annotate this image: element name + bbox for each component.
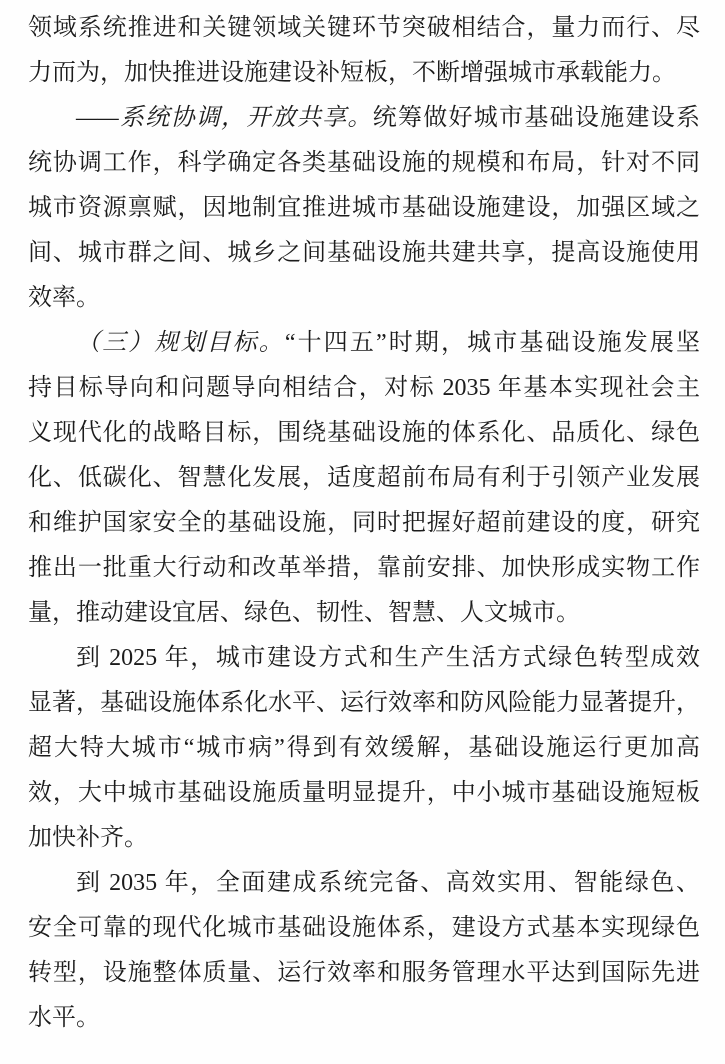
kaiti-lead-in: ——系统协调，开放共享。 — [76, 105, 373, 131]
line-text: 超大特大城市“城市病”得到有效缓解，基础设施运行更加高 — [28, 735, 700, 761]
line-text: 水平。 — [28, 1005, 100, 1031]
line-text: 统协调工作，科学确定各类基础设施的规模和布局，针对不同 — [28, 150, 700, 176]
line-text: 到 2025 年，城市建设方式和生产生活方式绿色转型成效 — [76, 645, 700, 671]
text-line — [28, 636, 700, 681]
text-line — [28, 996, 700, 1041]
text-line — [28, 546, 700, 591]
text-line — [28, 321, 700, 366]
line-text: 和维护国家安全的基础设施，同时把握好超前建设的度，研究 — [28, 510, 700, 536]
text-line — [28, 141, 700, 186]
line-text: 领域系统推进和关键领域关键环节突破相结合，量力而行、尽 — [28, 15, 700, 41]
line-text: 持目标导向和问题导向相结合，对标 2035 年基本实现社会主 — [28, 375, 700, 401]
line-text: 加快补齐。 — [28, 825, 148, 851]
text-line — [28, 861, 700, 906]
text-line — [28, 681, 700, 726]
line-text: 推出一批重大行动和改革举措，靠前安排、加快形成实物工作 — [28, 555, 700, 581]
line-text: 转型，设施整体质量、运行效率和服务管理水平达到国际先进 — [28, 960, 700, 986]
line-text: 到 2035 年，全面建成系统完备、高效实用、智能绿色、 — [76, 870, 700, 896]
line-text: 效率。 — [28, 285, 100, 311]
text-line — [28, 591, 700, 636]
line-text: 化、低碳化、智慧化发展，适度超前布局有利于引领产业发展 — [28, 465, 700, 491]
line-text: 城市资源禀赋，因地制宜推进城市基础设施建设，加强区域之 — [28, 195, 700, 221]
text-line — [28, 231, 700, 276]
line-text: 统筹做好城市基础设施建设系 — [372, 105, 700, 131]
text-line — [28, 951, 700, 996]
line-text: 量，推动建设宜居、绿色、韧性、智慧、人文城市。 — [28, 600, 580, 626]
line-text: 义现代化的战略目标，围绕基础设施的体系化、品质化、绿色 — [28, 420, 700, 446]
text-line — [28, 816, 700, 861]
line-text: 间、城市群之间、城乡之间基础设施共建共享，提高设施使用 — [28, 240, 700, 266]
text-line — [28, 906, 700, 951]
line-text: 力而为，加快推进设施建设补短板，不断增强城市承载能力。 — [28, 60, 676, 86]
line-text: “十四五”时期，城市基础设施发展坚 — [284, 330, 700, 356]
text-line — [28, 96, 700, 141]
text-line — [28, 6, 700, 51]
text-line — [28, 726, 700, 771]
text-line — [28, 771, 700, 816]
text-line — [28, 456, 700, 501]
text-line — [28, 186, 700, 231]
line-text: 效，大中城市基础设施质量明显提升，中小城市基础设施短板 — [28, 780, 700, 806]
text-line — [28, 51, 700, 96]
line-text: 安全可靠的现代化城市基础设施体系，建设方式基本实现绿色 — [28, 915, 700, 941]
text-line — [28, 276, 700, 321]
kaiti-lead-in: （三）规划目标。 — [76, 330, 285, 356]
page-text-block — [28, 6, 700, 1041]
text-line — [28, 501, 700, 546]
line-text: 显著，基础设施体系化水平、运行效率和防风险能力显著提升， — [28, 690, 700, 716]
text-line — [28, 411, 700, 456]
text-line — [28, 366, 700, 411]
